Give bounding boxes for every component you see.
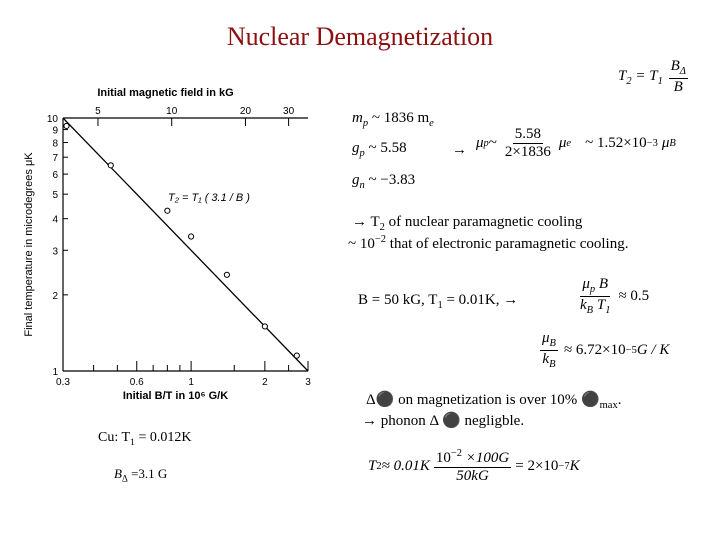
t2-exp: −7 [558, 460, 570, 472]
y-tick-label: 8 [52, 138, 58, 150]
mu-p-line [476, 126, 676, 160]
mu-e-sub: e [566, 137, 572, 149]
gn-sub: n [359, 180, 365, 191]
data-point [262, 324, 267, 329]
frac-num-sub: Δ [679, 66, 686, 77]
x-tick-label: 0.6 [129, 377, 144, 388]
r1-num-sub: p [589, 284, 596, 295]
x-axis-label: Initial B/T in 10⁶ G/K [122, 390, 229, 402]
t-lhs: T [618, 67, 627, 84]
r1-num: μ [582, 276, 590, 292]
mu-frac-num: 5.58 [514, 126, 542, 142]
t-lhs-sub: 2 [626, 75, 632, 87]
top-tick-label: 5 [95, 106, 101, 117]
t2-result [368, 448, 580, 484]
gp-rest: ~ 5.58 [364, 140, 407, 156]
text-line-a2 [348, 234, 628, 253]
gn-line [352, 172, 415, 191]
a2-sup: −2 [374, 234, 387, 245]
chart-marks [63, 118, 308, 371]
x-tick-label: 0.3 [56, 377, 70, 388]
delta-line-2: → phonon Δ ⚫ negligble. [362, 413, 525, 429]
mu-p-approx: ~ [488, 134, 497, 151]
cond-rest: = 0.01K, → [442, 292, 519, 308]
gp-sub: p [359, 148, 365, 159]
y-tick-label: 10 [46, 114, 58, 125]
t2-approx: ≈ 0.01K [381, 457, 430, 474]
data-point [224, 272, 229, 277]
r1-den-t-sub: 1 [605, 304, 611, 316]
top-tick-label: 30 [283, 106, 295, 117]
r2-result: ≈ 6.72×10 [563, 341, 626, 358]
r2-den-sub: B [549, 358, 556, 370]
x-tick-label: 3 [305, 377, 311, 388]
r2-num-sub: B [549, 338, 556, 349]
r1-den-t: T [593, 296, 606, 313]
cu-sub: 1 [130, 436, 135, 448]
frac-num: B [670, 58, 680, 74]
y-tick-label: 5 [52, 190, 58, 202]
data-point [108, 163, 113, 168]
mp-sub: p [362, 118, 369, 129]
mp-line [352, 110, 434, 129]
y-tick-label: 7 [52, 153, 58, 165]
delta-1-sub: max [599, 400, 618, 411]
t2-num-sup: −2 [450, 448, 463, 459]
y-tick-label: 4 [52, 214, 58, 226]
data-point [64, 123, 69, 128]
top-tick-label: 20 [239, 106, 252, 117]
t2-lhs: T [368, 457, 377, 474]
t-eq: = T [631, 67, 658, 84]
fit-line [63, 118, 308, 371]
y-tick-label: 2 [52, 290, 58, 302]
gp-line [352, 140, 407, 159]
frac-den: B [673, 78, 683, 95]
t2-res: = 2×10 [515, 457, 559, 474]
slide-title: Nuclear Demagnetization [226, 22, 494, 51]
mp-sub2: e [429, 118, 434, 129]
a1-start: → T [352, 214, 380, 230]
top-tick-label: 10 [166, 106, 178, 117]
mu-b: μ [661, 134, 670, 151]
t2-unit: K [569, 457, 580, 474]
r2-unit: G / K [636, 341, 670, 358]
delta-1-text: Δ⚫ on magnetization is over 10% ⚫ [366, 392, 600, 408]
y-axis-label: Final temperature in microdegrees μK [23, 152, 35, 337]
bd-rest: =3.1 G [127, 466, 168, 481]
delta-1-end: . [617, 392, 622, 408]
x-tick-label: 1 [188, 377, 194, 388]
r1-num-b: B [595, 276, 609, 292]
t2-num-rest: ×100G [462, 450, 510, 466]
top-axis-label: Initial magnetic field in kG [97, 87, 234, 99]
gn-g: g [352, 172, 360, 188]
cu-rest: = 0.012K [134, 430, 192, 445]
scatter-chart [18, 78, 318, 408]
ratio-2 [538, 330, 669, 370]
data-point [165, 208, 170, 213]
r2-exp: −5 [625, 344, 637, 356]
a2-rest: that of electronic paramagnetic cooling. [386, 236, 629, 252]
a1-sub: 2 [379, 222, 385, 233]
delta-line-1 [366, 390, 621, 411]
mu-frac-den: 2×1836 [504, 143, 551, 160]
mp-rest: ~ 1836 m [368, 110, 430, 126]
text-line-a1 [352, 214, 582, 233]
bd-sub: Δ [121, 473, 128, 484]
mu-approx2: ~ 1.52×10 [585, 134, 647, 151]
r2-den: k [542, 350, 550, 367]
t2-num: 10 [435, 450, 451, 466]
r1-result: ≈ 0.5 [618, 287, 650, 304]
mu-p-sub: p [483, 137, 489, 149]
y-tick-label: 9 [52, 125, 58, 137]
cond-text: B = 50 kG, T [358, 292, 438, 308]
bd-b: B [114, 466, 122, 481]
fit-label: T₂ = T₁ ( 3.1 / B ) [168, 191, 250, 204]
data-point [294, 353, 299, 358]
a1-rest: of nuclear paramagnetic cooling [384, 214, 583, 230]
y-tick-label: 3 [52, 246, 58, 258]
b-delta-label [114, 466, 167, 484]
mu-e: μ [558, 134, 567, 151]
t-eq-sub: 1 [657, 75, 663, 87]
a2-start: ~ 10 [348, 236, 375, 252]
mp-m: m [352, 110, 363, 126]
cond-sub: 1 [437, 300, 443, 311]
t2-sub: 2 [376, 460, 382, 472]
data-point [189, 234, 194, 239]
r1-den: k [580, 296, 587, 313]
mu-exp: −3 [646, 137, 658, 149]
cu-label [98, 430, 191, 448]
t2-den: 50kG [456, 467, 489, 484]
fraction-b-delta [669, 58, 688, 95]
cu-text: Cu: T [98, 430, 131, 445]
x-tick-label: 2 [262, 377, 268, 388]
ratio-1 [576, 276, 649, 316]
arrow-1: → [452, 142, 467, 158]
formula-t2-t1 [618, 58, 690, 95]
gp-g: g [352, 140, 360, 156]
chart-axes [23, 87, 311, 402]
r2-num: μ [542, 330, 550, 346]
mu-b-sub: B [669, 137, 676, 149]
y-tick-label: 6 [52, 170, 58, 182]
r1-den-sub: B [586, 304, 594, 316]
mu-p: μ [476, 134, 484, 151]
y-tick-label: 1 [52, 367, 58, 378]
gn-rest: ~ −3.83 [364, 172, 416, 188]
condition-line [358, 292, 518, 311]
